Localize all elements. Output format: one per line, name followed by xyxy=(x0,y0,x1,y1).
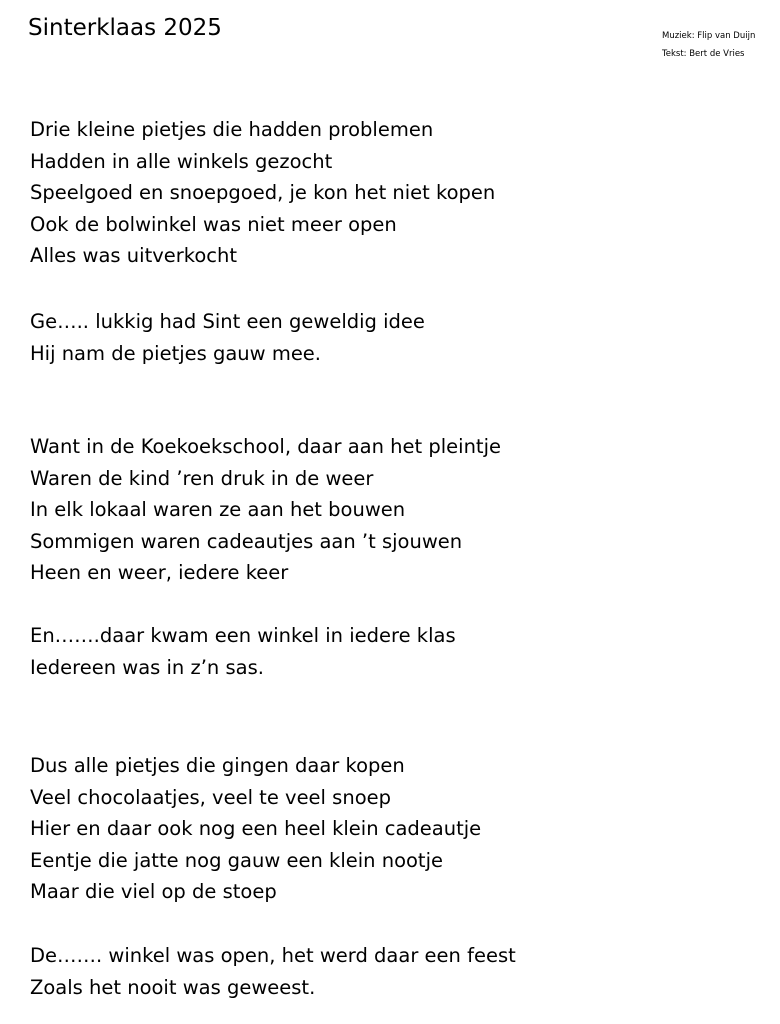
lyric-line: En…….daar kwam een winkel in iedere klas xyxy=(30,624,456,647)
stanza-6 xyxy=(30,940,516,1003)
lyric-line: Waren de kind ’ren druk in de weer xyxy=(30,466,374,490)
lyric-line: In elk lokaal waren ze aan het bouwen xyxy=(30,498,406,522)
lyric-line: De……. winkel was open, het werd daar een feest xyxy=(30,944,516,967)
lyric-line: Ge….. lukkig had Sint een geweldig idee xyxy=(30,310,425,333)
stanza-3 xyxy=(30,431,501,589)
lyric-line: Sommigen waren cadeautjes aan ’t sjouwen xyxy=(30,529,463,553)
lyric-line: Ook de bolwinkel was niet meer open xyxy=(30,212,397,236)
lyric-line: Heen en weer, iedere keer xyxy=(30,561,289,585)
lyric-line: Dus alle pietjes die gingen daar kopen xyxy=(30,754,405,777)
lyric-line: Iedereen was in z’n sas. xyxy=(30,655,264,679)
stanza-4 xyxy=(30,620,456,683)
stanza-5 xyxy=(30,750,481,908)
lyric-line: Hij nam de pietjes gauw mee. xyxy=(30,341,322,365)
lyric-line: Speelgoed en snoepgoed, je kon het niet kopen xyxy=(30,181,496,205)
lyric-line: Veel chocolaatjes, veel te veel snoep xyxy=(30,785,391,809)
lyrics-credit: Tekst: Bert de Vries xyxy=(662,49,745,59)
music-credit: Muziek: Flip van Duijn xyxy=(662,31,756,41)
lyric-line: Want in de Koekoekschool, daar aan het pleintje xyxy=(30,435,501,458)
lyric-line: Hier en daar ook nog een heel klein cadeautje xyxy=(30,817,482,841)
lyric-line: Drie kleine pietjes die hadden problemen xyxy=(30,118,434,141)
credits xyxy=(662,27,755,63)
stanza-2 xyxy=(30,306,425,369)
lyric-line: Maar die viel op de stoep xyxy=(30,880,277,904)
lyric-line: Hadden in alle winkels gezocht xyxy=(30,149,333,173)
stanza-1 xyxy=(30,114,495,272)
document-title: Sinterklaas 2025 xyxy=(28,15,222,41)
lyric-line: Alles was uitverkocht xyxy=(30,244,238,268)
lyric-line: Eentje die jatte nog gauw een klein nootje xyxy=(30,848,443,872)
lyric-line: Zoals het nooit was geweest. xyxy=(30,975,316,999)
